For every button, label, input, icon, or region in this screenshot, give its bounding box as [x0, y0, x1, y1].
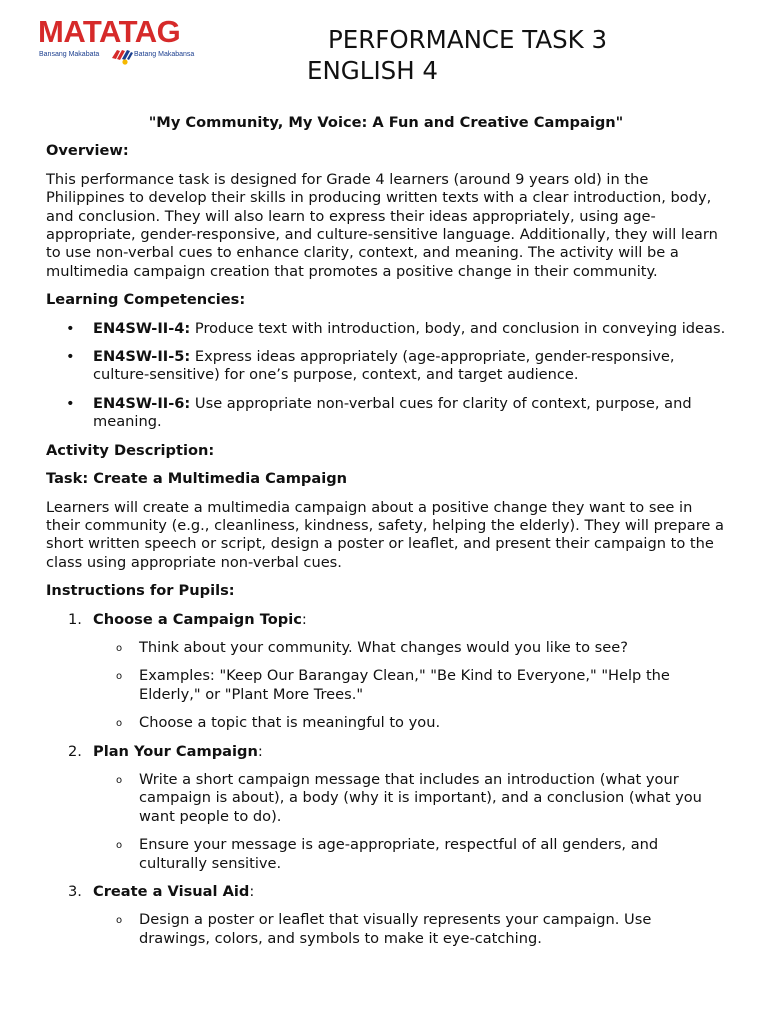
- instructions-steps: [46, 611, 726, 949]
- competency-code: EN4SW-II-4:: [93, 319, 191, 337]
- circle-bullet-icon: o: [116, 915, 123, 927]
- step-title: Create a Visual Aid: [93, 883, 250, 900]
- overview-heading: Overview:: [46, 142, 129, 160]
- bullet-icon: •: [66, 319, 75, 337]
- list-item: [93, 836, 726, 873]
- competency-text: Express ideas appropriately (age-appropriate, gender-responsive, culture-sensitive) for one’s purpose, context, and target audience.: [93, 348, 675, 384]
- competency-text: Use appropriate non-verbal cues for clarity of context, purpose, and meaning.: [93, 394, 692, 431]
- instructions-heading: Instructions for Pupils:: [46, 582, 235, 600]
- sub-item-text: Ensure your message is age-appropriate, respectful of all genders, and culturally sensitive.: [139, 836, 659, 872]
- task-heading: Task: Create a Multimedia Campaign: [46, 470, 348, 488]
- list-item: [93, 667, 726, 704]
- competencies-list: [46, 320, 726, 432]
- competency-code: EN4SW-II-6:: [93, 394, 191, 412]
- sub-item-text: Examples: "Keep Our Barangay Clean," "Be Kind to Everyone," "Help the Elderly," or "Plant More Trees.": [139, 667, 670, 703]
- overview-text: This performance task is designed for Grade 4 learners (around 9 years old) in the Philippines to develop their skills in producing written texts with a clear introduction, body, and conclusion. They will also learn to express their ideas appropriately, using age-appropriate, gender-responsive, and culture-sensitive language. Additionally, they will learn to use non-verbal cues to enhance clarity, context, and meaning. The activity will be a multimedia campaign creation that promotes a positive change in their community.: [46, 170, 718, 280]
- circle-bullet-icon: o: [116, 642, 123, 654]
- logo-tagline-left: Bansang Makabata: [39, 51, 100, 58]
- competency-code: EN4SW-II-5:: [93, 348, 191, 366]
- campaign-title: "My Community, My Voice: A Fun and Creative Campaign": [148, 114, 624, 131]
- activity-text: Learners will create a multimedia campaign about a positive change they want to see in their community (e.g., cleanliness, kindness, safety, helping the elderly). They will prepare a short written speech or script, design a poster or leaflet, and present their campaign to the class using appropriate non-verbal cues.: [46, 498, 724, 571]
- document-body: [46, 114, 726, 958]
- logo-tagline-right: Batang Makabansa: [134, 51, 195, 58]
- list-item: [93, 639, 726, 657]
- page-subject: ENGLISH 4: [307, 56, 439, 85]
- circle-bullet-icon: o: [116, 718, 123, 730]
- competency-text: Produce text with introduction, body, and conclusion in conveying ideas.: [190, 319, 726, 337]
- sub-item-text: Design a poster or leaflet that visually represents your campaign. Use drawings, colors, and symbols to make it eye-catching.: [139, 911, 652, 947]
- step-colon: :: [249, 883, 255, 900]
- bullet-icon: •: [66, 348, 75, 366]
- step-item: [46, 883, 726, 948]
- logo-hands-icon: [110, 47, 134, 70]
- step-title: Plan Your Campaign: [93, 742, 258, 760]
- step-sublist: [93, 771, 726, 873]
- competencies-heading: Learning Competencies:: [46, 291, 246, 309]
- step-number: 3.: [68, 883, 82, 900]
- step-number: 1.: [68, 610, 82, 628]
- step-sublist: [93, 911, 726, 948]
- step-item: [46, 743, 726, 873]
- page-title: PERFORMANCE TASK 3: [328, 25, 608, 54]
- logo-subline: [38, 49, 198, 63]
- step-title: Choose a Campaign Topic: [93, 610, 302, 628]
- logo-wordmark: MATATAG: [38, 14, 181, 49]
- step-number: 2.: [68, 742, 82, 760]
- list-item: [93, 771, 726, 826]
- circle-bullet-icon: o: [116, 840, 123, 852]
- step-item: [46, 611, 726, 733]
- list-item: [46, 320, 726, 338]
- bullet-icon: •: [66, 394, 75, 412]
- step-colon: :: [257, 742, 263, 760]
- circle-bullet-icon: o: [116, 774, 123, 786]
- step-colon: :: [301, 610, 307, 628]
- list-item: [46, 348, 726, 385]
- step-sublist: [93, 639, 726, 733]
- sub-item-text: Choose a topic that is meaningful to you.: [139, 714, 441, 732]
- activity-heading: Activity Description:: [46, 441, 215, 459]
- sub-item-text: Think about your community. What changes would you like to see?: [139, 638, 628, 656]
- sub-item-text: Write a short campaign message that includes an introduction (what your campaign is about), a body (why it is important), and a conclusion (what you want people to do).: [139, 770, 702, 825]
- list-item: [93, 714, 726, 732]
- list-item: [46, 395, 726, 432]
- matatag-logo: [38, 16, 198, 63]
- list-item: [93, 911, 726, 948]
- circle-bullet-icon: o: [116, 671, 123, 683]
